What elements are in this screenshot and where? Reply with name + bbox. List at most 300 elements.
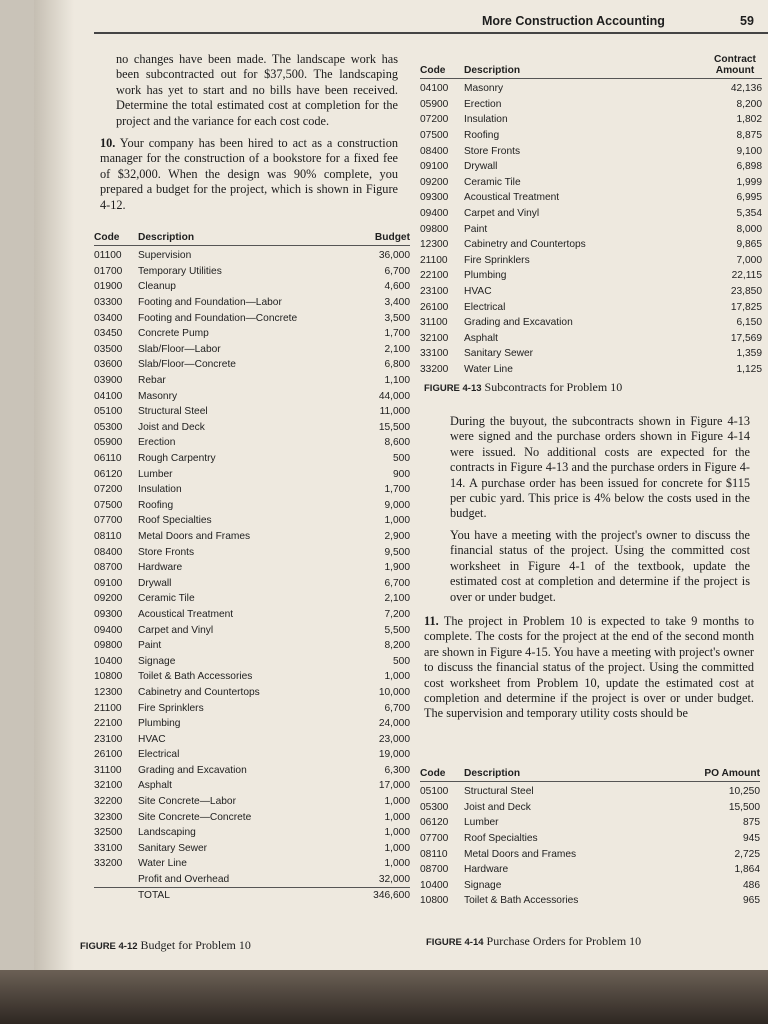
- cell-code: 07200: [94, 484, 123, 496]
- cell-amount: 965: [743, 895, 760, 907]
- cell-amount: 8,200: [736, 98, 762, 110]
- table-row: [420, 143, 762, 159]
- cell-description: Lumber: [138, 468, 173, 480]
- cell-code: 06110: [94, 453, 122, 465]
- table-row: [94, 794, 410, 810]
- cell-amount: 7,200: [384, 608, 410, 620]
- cell-amount: 1,700: [384, 484, 410, 496]
- cell-amount: 1,802: [736, 114, 762, 126]
- total-amount: 346,600: [373, 890, 410, 902]
- cell-description: Erection: [464, 98, 502, 110]
- table-row: [420, 221, 762, 237]
- table-row: [94, 513, 410, 529]
- cell-amount: 8,000: [736, 223, 762, 235]
- table-row: [420, 253, 762, 269]
- table-row: [420, 237, 762, 253]
- cell-amount: 9,000: [384, 499, 410, 511]
- cell-amount: 10,250: [728, 786, 760, 798]
- cell-code: 33100: [420, 348, 449, 360]
- cell-amount: 11,000: [379, 406, 410, 418]
- table-row: [94, 498, 410, 514]
- cell-description: Cabinetry and Countertops: [464, 239, 586, 251]
- header-description: Description: [464, 768, 521, 779]
- table-row: [420, 831, 760, 847]
- cell-code: 04100: [94, 390, 123, 402]
- cell-description: Slab/Floor—Concrete: [138, 359, 236, 371]
- table-body: [94, 248, 410, 887]
- cell-code: 06120: [94, 468, 123, 480]
- cell-code: 05100: [420, 786, 449, 798]
- cell-code: 10400: [420, 879, 449, 891]
- cell-description: Drywall: [138, 577, 172, 589]
- cell-amount: 23,850: [730, 286, 762, 298]
- cell-description: Electrical: [138, 749, 180, 761]
- table-row: [94, 653, 410, 669]
- cell-amount: 1,359: [736, 348, 762, 360]
- cell-description: HVAC: [138, 733, 166, 745]
- cell-code: 08400: [420, 145, 449, 157]
- table-row: [94, 295, 410, 311]
- cell-amount: 17,569: [730, 332, 762, 344]
- cell-amount: 6,150: [736, 317, 762, 329]
- cell-code: 03450: [94, 328, 123, 340]
- cell-amount: 32,000: [378, 874, 410, 886]
- cell-amount: 9,100: [736, 145, 762, 157]
- cell-amount: 2,100: [384, 593, 410, 605]
- cell-code: 09800: [94, 640, 123, 652]
- cell-description: Structural Steel: [138, 406, 208, 418]
- cell-description: Acoustical Treatment: [464, 192, 560, 204]
- cell-amount: 24,000: [378, 718, 410, 730]
- cell-code: 12300: [94, 686, 123, 698]
- cell-description: Insulation: [464, 114, 508, 126]
- table-row: [94, 700, 410, 716]
- table-row: [420, 128, 762, 144]
- table-row: [94, 435, 410, 451]
- cell-description: Footing and Foundation—Concrete: [138, 312, 298, 324]
- page-number: 59: [740, 14, 754, 28]
- table-row: [94, 404, 410, 420]
- table-row: [94, 373, 410, 389]
- table-row: [94, 591, 410, 607]
- table-row: [420, 159, 762, 175]
- cell-description: Joist and Deck: [464, 801, 531, 813]
- cell-code: 08700: [420, 864, 449, 876]
- cell-amount: 2,100: [384, 343, 410, 355]
- cell-description: Footing and Foundation—Labor: [138, 297, 282, 309]
- problem11: [424, 614, 754, 722]
- cell-amount: 1,000: [384, 515, 410, 527]
- problem11-number: 11.: [424, 614, 439, 628]
- cell-amount: 9,500: [384, 546, 410, 558]
- cell-amount: 5,500: [384, 624, 410, 636]
- caption-text: Subcontracts for Problem 10: [484, 380, 623, 394]
- cell-description: Ceramic Tile: [138, 593, 195, 605]
- table-row: [94, 560, 410, 576]
- table-row: [94, 451, 410, 467]
- cell-code: 31100: [420, 317, 448, 329]
- cell-code: 07700: [94, 515, 123, 527]
- table-row: [420, 315, 762, 331]
- cell-code: 05300: [420, 801, 449, 813]
- table-row: [420, 190, 762, 206]
- cell-code: 33200: [420, 363, 449, 375]
- table-row: [94, 326, 410, 342]
- table-row: [94, 716, 410, 732]
- cell-description: Grading and Excavation: [464, 317, 573, 329]
- table-row: [94, 685, 410, 701]
- table-row: [420, 284, 762, 300]
- cell-amount: 1,100: [384, 375, 410, 387]
- cell-amount: 6,700: [384, 702, 410, 714]
- table-row: [420, 206, 762, 222]
- cell-description: Toilet & Bath Accessories: [464, 895, 579, 907]
- cell-code: 03500: [94, 343, 123, 355]
- table-row: [94, 248, 410, 264]
- cell-description: Roof Specialties: [138, 515, 212, 527]
- cell-code: 10400: [94, 655, 123, 667]
- table-row: [420, 299, 762, 315]
- header-amount: PO Amount: [704, 768, 760, 779]
- table-row: [94, 778, 410, 794]
- cell-description: Metal Doors and Frames: [464, 848, 577, 860]
- cell-code: 07700: [420, 833, 449, 845]
- problem11-text: The project in Problem 10 is expected to take 9 months to complete. The costs for the project at the end of the second month are shown in Figure 4-15. You have a meeting with project's owner to discuss the financial status of the project. Using the committed cost worksheet from Problem 10, update the estimated cost at completion and determine if the project is over or under budget. The supervision and temporary utility costs should be: [424, 614, 754, 721]
- cell-code: 03400: [94, 312, 123, 324]
- cell-description: Insulation: [138, 484, 182, 496]
- book-page: [34, 0, 768, 970]
- cell-amount: 6,300: [384, 764, 410, 776]
- cell-code: 12300: [420, 239, 449, 251]
- cell-code: 26100: [420, 301, 449, 313]
- cell-code: 08700: [94, 562, 123, 574]
- table-row: [94, 763, 410, 779]
- cell-amount: 5,354: [736, 208, 762, 220]
- cell-description: Toilet & Bath Accessories: [138, 671, 253, 683]
- cell-amount: 500: [393, 655, 410, 667]
- table-row: [420, 175, 762, 191]
- cell-description: Signage: [138, 655, 176, 667]
- cell-code: 09300: [94, 608, 123, 620]
- cell-amount: 23,000: [378, 733, 410, 745]
- cell-amount: 1,864: [734, 864, 760, 876]
- cell-code: 09400: [94, 624, 123, 636]
- cell-amount: 6,995: [736, 192, 762, 204]
- cell-amount: 6,700: [384, 577, 410, 589]
- problem10-number: 10.: [100, 136, 116, 150]
- table-row: [94, 529, 410, 545]
- cell-description: Store Fronts: [464, 145, 521, 157]
- cell-description: Carpet and Vinyl: [464, 208, 540, 220]
- cell-amount: 7,000: [736, 254, 762, 266]
- table-header: [420, 768, 760, 782]
- cell-amount: 1,000: [384, 842, 410, 854]
- cell-amount: 44,000: [378, 390, 410, 402]
- cell-code: 03900: [94, 375, 123, 387]
- cell-amount: 2,900: [384, 530, 410, 542]
- table-row: [420, 331, 762, 347]
- cell-amount: 10,000: [378, 686, 410, 698]
- cell-code: 21100: [94, 702, 122, 714]
- cell-description: Ceramic Tile: [464, 176, 521, 188]
- cell-description: Water Line: [138, 858, 187, 870]
- cell-amount: 1,900: [384, 562, 410, 574]
- cell-description: Acoustical Treatment: [138, 608, 234, 620]
- cell-code: 09800: [420, 223, 449, 235]
- cell-code: 23100: [420, 286, 449, 298]
- table-header: [94, 232, 410, 246]
- cell-description: Electrical: [464, 301, 506, 313]
- cell-code: 08110: [94, 530, 122, 542]
- cell-code: 32500: [94, 827, 123, 839]
- cell-code: 32200: [94, 796, 123, 808]
- cell-code: 10800: [420, 895, 449, 907]
- spine-shadow: [34, 0, 74, 970]
- total-row: [94, 887, 410, 903]
- page-bottom-edge: [0, 970, 768, 1024]
- cell-code: 09100: [94, 577, 123, 589]
- header-rule: [94, 32, 768, 34]
- cell-amount: 3,400: [384, 297, 410, 309]
- cell-description: Roofing: [138, 499, 174, 511]
- cell-code: 05900: [94, 437, 123, 449]
- cell-amount: 6,700: [384, 265, 410, 277]
- figure-4-13-caption: [424, 380, 622, 395]
- cell-amount: 875: [743, 817, 760, 829]
- cell-description: Hardware: [464, 864, 509, 876]
- cell-code: 03600: [94, 359, 123, 371]
- cell-amount: 4,600: [384, 281, 410, 293]
- cell-description: Sanitary Sewer: [138, 842, 208, 854]
- cell-description: Rough Carpentry: [138, 453, 216, 465]
- cell-code: 09100: [420, 161, 449, 173]
- cell-description: Roof Specialties: [464, 833, 538, 845]
- cell-description: Site Concrete—Concrete: [138, 811, 252, 823]
- cell-description: Paint: [138, 640, 162, 652]
- cell-code: 07200: [420, 114, 449, 126]
- cell-description: Landscaping: [138, 827, 196, 839]
- header-description: Description: [464, 65, 521, 76]
- table-row: [94, 638, 410, 654]
- cell-description: Asphalt: [464, 332, 498, 344]
- caption-label: FIGURE 4-13: [424, 383, 482, 394]
- table-row: [420, 815, 760, 831]
- cell-code: 22100: [420, 270, 449, 282]
- cell-amount: 500: [393, 453, 410, 465]
- cell-description: Water Line: [464, 363, 513, 375]
- cell-code: 10800: [94, 671, 123, 683]
- caption-text: Purchase Orders for Problem 10: [486, 934, 642, 948]
- cell-description: Structural Steel: [464, 786, 534, 798]
- table-row: [94, 357, 410, 373]
- cell-code: 08110: [420, 848, 448, 860]
- table-body: [420, 81, 762, 377]
- cell-amount: 8,200: [384, 640, 410, 652]
- cell-code: 05900: [420, 98, 449, 110]
- table-row: [94, 607, 410, 623]
- cell-description: Plumbing: [464, 270, 507, 282]
- cell-description: Hardware: [138, 562, 183, 574]
- header-code: Code: [420, 768, 446, 779]
- header-description: Description: [138, 232, 195, 243]
- table-row: [420, 862, 760, 878]
- cell-description: Masonry: [464, 83, 504, 95]
- cell-amount: 22,115: [731, 270, 762, 282]
- cell-description: Erection: [138, 437, 176, 449]
- cell-amount: 6,898: [736, 161, 762, 173]
- table-row: [94, 872, 410, 888]
- cell-code: 32300: [94, 811, 123, 823]
- cell-description: Metal Doors and Frames: [138, 530, 251, 542]
- figure-4-14-caption: [426, 934, 641, 949]
- buyout-paragraph-1: During the buyout, the subcontracts shown in Figure 4-13 were signed and the purchase orders shown in Figure 4-14 were issued. No additional costs are expected for the contracts in Figure 4-13 and the purchase orders in Figure 4-14. A purchase order has been issued for concrete for $115 per cubic yard. This price is 4% below the costs used in the budget.: [450, 414, 750, 521]
- cell-code: 05100: [94, 406, 123, 418]
- table-row: [94, 388, 410, 404]
- cell-description: Joist and Deck: [138, 421, 205, 433]
- cell-code: 09200: [420, 176, 449, 188]
- cell-amount: 486: [743, 879, 760, 891]
- cell-description: Sanitary Sewer: [464, 348, 534, 360]
- table-row: [420, 346, 762, 362]
- cell-description: Cabinetry and Countertops: [138, 686, 260, 698]
- table-row: [94, 747, 410, 763]
- buyout-paragraph-2: You have a meeting with the project's owner to discuss the financial status of the project. Using the committed cost worksheet in Figure 4-1 of the textbook, update the estimated cost at completion and determine if the project is over or under budget.: [450, 528, 750, 604]
- cell-code: 31100: [94, 764, 122, 776]
- table-row: [94, 731, 410, 747]
- table-row: [94, 310, 410, 326]
- figure-4-12-table: [94, 232, 410, 903]
- problem9-continuation: no changes have been made. The landscape work has been subcontracted out for $37,500. The landscaping work has yet to start and no bills have been received. Determine the total estimated cost at completion for the project and the variance for each cost code.: [116, 52, 398, 128]
- cell-description: Profit and Overhead: [138, 874, 230, 886]
- cell-code: 09400: [420, 208, 449, 220]
- table-row: [420, 362, 762, 378]
- caption-text: Budget for Problem 10: [140, 938, 251, 952]
- table-row: [94, 544, 410, 560]
- cell-amount: 19,000: [378, 749, 410, 761]
- cell-code: 07500: [94, 499, 123, 511]
- cell-description: Grading and Excavation: [138, 764, 247, 776]
- table-row: [420, 800, 760, 816]
- cell-description: Temporary Utilities: [138, 265, 222, 277]
- problem10-text: Your company has been hired to act as a construction manager for the construction of a bookstore for a fixed fee of $32,000. When the design was 90% complete, you prepared a budget for the project, which is shown in Figure 4-12.: [100, 136, 398, 212]
- cell-description: Roofing: [464, 130, 500, 142]
- cell-description: Carpet and Vinyl: [138, 624, 214, 636]
- cell-amount: 1,000: [384, 811, 410, 823]
- cell-amount: 17,825: [730, 301, 762, 313]
- cell-code: 21100: [420, 254, 448, 266]
- table-header: [420, 54, 762, 79]
- cell-code: 01100: [94, 250, 122, 262]
- header-code: Code: [94, 232, 120, 243]
- table-row: [94, 482, 410, 498]
- cell-amount: 1,000: [384, 671, 410, 683]
- header-code: Code: [420, 65, 446, 76]
- cell-code: 22100: [94, 718, 123, 730]
- table-row: [94, 342, 410, 358]
- cell-amount: 6,800: [384, 359, 410, 371]
- caption-label: FIGURE 4-14: [426, 937, 484, 948]
- cell-amount: 8,875: [736, 130, 762, 142]
- table-row: [94, 841, 410, 857]
- cell-description: Fire Sprinklers: [138, 702, 204, 714]
- cell-description: Masonry: [138, 390, 178, 402]
- cell-description: Paint: [464, 223, 488, 235]
- table-row: [420, 97, 762, 113]
- cell-description: Site Concrete—Labor: [138, 796, 236, 808]
- cell-code: 23100: [94, 733, 123, 745]
- table-row: [94, 264, 410, 280]
- cell-description: Lumber: [464, 817, 499, 829]
- cell-amount: 42,136: [730, 83, 762, 95]
- cell-code: 04100: [420, 83, 449, 95]
- table-row: [94, 669, 410, 685]
- table-row: [420, 112, 762, 128]
- cell-code: 09200: [94, 593, 123, 605]
- cell-amount: 36,000: [378, 250, 410, 262]
- caption-label: FIGURE 4-12: [80, 941, 138, 952]
- table-row: [94, 856, 410, 872]
- cell-amount: 1,999: [736, 176, 762, 188]
- cell-amount: 900: [393, 468, 410, 480]
- cell-code: 03300: [94, 297, 123, 309]
- table-row: [94, 575, 410, 591]
- cell-code: 01900: [94, 281, 123, 293]
- figure-4-12-caption: [80, 938, 251, 953]
- cell-code: 32100: [94, 780, 123, 792]
- table-body: [420, 784, 760, 909]
- cell-amount: 1,000: [384, 796, 410, 808]
- problem10: [100, 136, 398, 213]
- header-amount: Contract Amount: [714, 54, 756, 76]
- cell-code: 33200: [94, 858, 123, 870]
- cell-amount: 15,500: [728, 801, 760, 813]
- cell-description: Store Fronts: [138, 546, 195, 558]
- cell-amount: 945: [743, 833, 760, 845]
- cell-description: Plumbing: [138, 718, 181, 730]
- cell-amount: 1,125: [736, 363, 762, 375]
- cell-description: Concrete Pump: [138, 328, 209, 340]
- header-amount: Budget: [374, 232, 410, 243]
- table-row: [420, 893, 760, 909]
- cell-amount: 1,700: [384, 328, 410, 340]
- cell-code: 09300: [420, 192, 449, 204]
- cell-code: 06120: [420, 817, 449, 829]
- cell-amount: 2,725: [734, 848, 760, 860]
- cell-amount: 15,500: [378, 421, 410, 433]
- cell-code: 26100: [94, 749, 123, 761]
- cell-amount: 1,000: [384, 858, 410, 870]
- cell-code: 08400: [94, 546, 123, 558]
- table-row: [420, 268, 762, 284]
- running-title: More Construction Accounting: [482, 14, 665, 28]
- cell-amount: 17,000: [378, 780, 410, 792]
- cell-description: Drywall: [464, 161, 498, 173]
- table-row: [420, 846, 760, 862]
- cell-amount: 3,500: [384, 312, 410, 324]
- cell-description: Fire Sprinklers: [464, 254, 530, 266]
- cell-description: Cleanup: [138, 281, 176, 293]
- table-row: [94, 809, 410, 825]
- cell-code: 01700: [94, 265, 123, 277]
- cell-code: 05300: [94, 421, 123, 433]
- table-row: [420, 81, 762, 97]
- table-row: [94, 279, 410, 295]
- table-row: [94, 466, 410, 482]
- table-row: [420, 878, 760, 894]
- cell-code: 33100: [94, 842, 123, 854]
- cell-description: Supervision: [138, 250, 192, 262]
- cell-amount: 1,000: [384, 827, 410, 839]
